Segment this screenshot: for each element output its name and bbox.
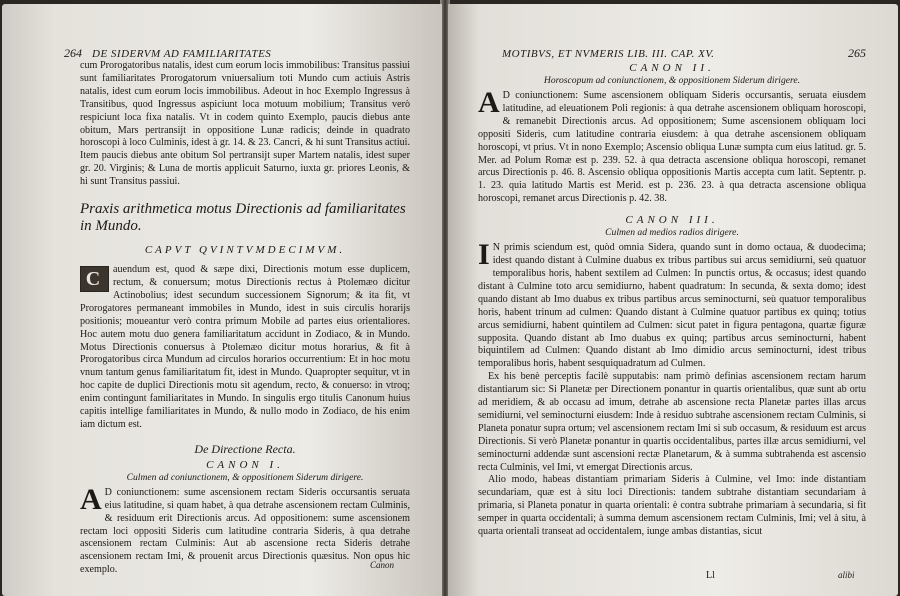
left-running-head: DE SIDERVM AD FAMILIARITATES <box>92 48 272 60</box>
canon-3-initial: I <box>478 238 490 272</box>
subsection-title: De Directione Recta. <box>194 441 296 456</box>
intro-paragraph: cum Prorogatoribus natalis, idest cum eorum locis immobilibus: Transitus passiui sunt familiaritates Prorogatorum vniuersalium toti Mundo cum actiuis Astris natalis, idest cum eorum locis immobilibus. Adeout in hoc Exemplo Ingressus à Transitibus, quod Ingressus aspiciunt loca motuum mobilium; Transitus verò respiciunt loca fixa natalis. Vt in codem quinto Exemplo, paucis diebus ante obitum, Mars pertransijt in oppositione Lunæ radicis; deinde in quadrato horoscopi à loco Culminis, idest à gr. 14. & 23. Cancri, & hi sunt Transitus actiui. Item paucis diebus ante obitum Sol pertransijt super Martem natalis, idest super gr. 20. Virginis; & Luna de mortis applicuit Saturno, iuxta gr. priores Leonis, & hi sunt Transitus passiui. <box>80 60 410 188</box>
canon-3-paragraph-2: Ex his benè perceptis facilè supputabis: nam primò definias ascensionem rectam harum distantiarum sic: Si Planetæ per Directionem ponantur in quartis orientalibus, quæ sunt ab ortu ad meridiem, & ab occasu ad imum, detrahe ab ascensione recta Planetæ partes illas arcus semidiurni, vel seminocturni eiusdem: Inde à residuo subtrahe ascensionem rectam Culminis, si Planeta ponatur supra ortum; vel ascensionem rectam Imi si sub occasum, & residuum est arcus Directionis. Si verò Planetæ ponantur in quartis occidentalibus, partes illæ arcus semidiurni, vel seminocturni addendæ sunt ascensioni rectæ Planetarum, & à summa subtrahenda est ascensio recta Culminis, vel Imi, vt emergat Directionis arcus. <box>478 371 866 473</box>
left-page <box>2 4 442 596</box>
canon-2-subtitle: Horoscopum ad coniunctionem, & oppositionem Siderum dirigere. <box>543 75 801 86</box>
section-title: Praxis arithmetica motus Directionis ad familiaritates in Mundo. <box>80 201 406 235</box>
canon-3-body <box>478 238 866 539</box>
left-intro-text <box>80 60 410 189</box>
canon-2-body <box>478 86 866 206</box>
left-catchword: Canon <box>370 560 395 570</box>
canon-2-title: CANON II. <box>629 62 715 74</box>
signature-mark: Ll <box>706 570 715 581</box>
canon-2-paragraph: D coniunctionem: Sume ascensionem obliquam Sideris occursantis, seruata eiusdem latitudine, ad eleuationem Poli regionis: à qua detrahe ascensionem obliquam horoscopi, & remanebit Directionis arcus. Ad oppositionem; Sume ascensionem obliquam loci oppositi Sideris, cum latitudine contraria eiusdem: à qua detrahe ascensionem obliquam horoscopi, vt prius. Vt in nono Exemplo; Ascensio obliqua Lunæ sumpta cum eius latitud. gr. 5. Mer. ad Polum Romæ est p. 239. 52. à qua detracta ascensione obliqua horoscopi, remanet arcus Directionis p. 46. 8. Ascensio obliqua oppositionis Martis accepta cum latit. Septentr. p. 1. 23. quia latitudo Martis est Merid. est p. 236. 23. à qua detracta ascensione obliqua horoscopi, remanet arcus Directionis p. 42. 38. <box>478 90 866 205</box>
canon-1-paragraph: D coniunctionem: sume ascensionem rectam Sideris occursantis seruata eius latitudine, si quam habet, à qua detrahe ascensionem rectam Culminis, & residuum erit Directionis arcus. Ad oppositionem: sume ascensionem rectam loci oppositi Sideris cum latitudine contraria Sideris, à qua detrahe ascensionem rectam Culminis: Aut ab ascensione recta Sideris detrahe ascensionem rectam Imi, & prouenit arcus Directionis quæsitus. Non opus hic exemplo. <box>80 486 410 576</box>
canon-3-paragraph-3: Alio modo, habeas distantiam primariam Sideris à Culmine, vel Imo: inde distantiam secundariam, quæ est à situ loci Directionis: tandem subtrahe distantiam secundariam à primaria, si Planeta ponatur in quarta orientali: è contra subtrahe primariam à secundaria, si fit semper in quarta occidentali; à summa demum ascensionem rectam Culminis, Imi; vel à situ, à quarta orientali transeat ad occidentalem, iunge ambas distantias, sicut <box>478 474 866 538</box>
left-folio: 264 <box>64 46 82 60</box>
canon-3-title: CANON III. <box>625 214 719 227</box>
canon-3-subtitle: Culmen ad medios radios dirigere. <box>605 227 739 239</box>
caput-paragraph: auendum est, quod & sæpe dixi, Directionis motum esse duplicem, rectum, & conuersum; motus Directionis rectus à Ptolemæo dicitur Actinobolius; idest secundum successionem Signorum; & ita fit, vt Prorogatores permaneant immobiles in Mundo, idest in suis circulis horarijs positionis; moueantur verò contra primum Mobile ad partes eius orientaliores. Hoc autem motu duo genera familiaritatum accidunt in Zodiaco, & in Mundo. Motus Directionis conuersus à Ptolemæo dicitur motus horarius, & fit à Prorogatoribus circa Mundum ad circulos horarios occurrentium: Et in hoc motu vnum tantum genus familiaritatum fit, idest in Mundo. Quapropter sequitur, vt in hoc capite de duplici Directionis motu sit agendum, recto, & conuerso: in vtroq; enim contingunt familiaritates in Mundo. In singulis ergo titulis Canonum huius capitis intellige familiaritates in Mundo, & nullo modo in Zodiaco, de his enim iam dictum est. <box>80 264 410 430</box>
decorated-initial: C <box>80 266 109 292</box>
canon-3-paragraph: N primis sciendum est, quòd omnia Sidera, quando sunt in domo octaua, & duodecima; idest quando distant à Culmine duabus ex tribus partibus sui arcus semidiurni, seù quatuor temporalibus horis, habent sextilem ad Culmen: In punctis ortus, & occasus; idest quando distant à Culmine toto arcu semidiurno, habent quadratum: In secunda, & sexta domo; idest quando distant ab Imo duabus ex tribus partibus arcus seminocturni, seù quatuor temporalibus horis, habent trinum ad culmen: Quando distant à Culmine quatuor partibus ex quinq; totius arcus semidiurni, habent quintilem ad Culmen: sicut patet in figura pentagona, quartæ figuræ supposita. Quando distant ab Imo duabus ex quinq; partibus arcus seminocturni, habent biquintilem ad Culmen: Quando distant ab Imo dimidio arcus seminocturni, idest tribus temporalibus horis, habent sesquiquadratum ad Culmen. <box>478 242 866 370</box>
canon-2-initial: A <box>478 86 500 119</box>
right-catchword: alibi <box>838 570 855 580</box>
left-content <box>80 60 410 577</box>
caput-heading: CAPVT QVINTVMDECIMVM. <box>144 244 346 257</box>
right-content <box>478 60 866 539</box>
right-folio: 265 <box>848 46 866 60</box>
canon-1-body <box>80 482 410 577</box>
canon-1-subtitle: Culmen ad coniunctionem, & oppositionem Siderum dirigere. <box>126 471 364 483</box>
right-running-head: MOTIBVS, ET NVMERIS LIB. III. CAP. XV. <box>502 48 715 60</box>
right-page <box>448 4 898 596</box>
canon-1-title: CANON I. <box>206 458 284 471</box>
canon-1-initial: A <box>80 482 102 516</box>
caput-body <box>80 264 410 432</box>
